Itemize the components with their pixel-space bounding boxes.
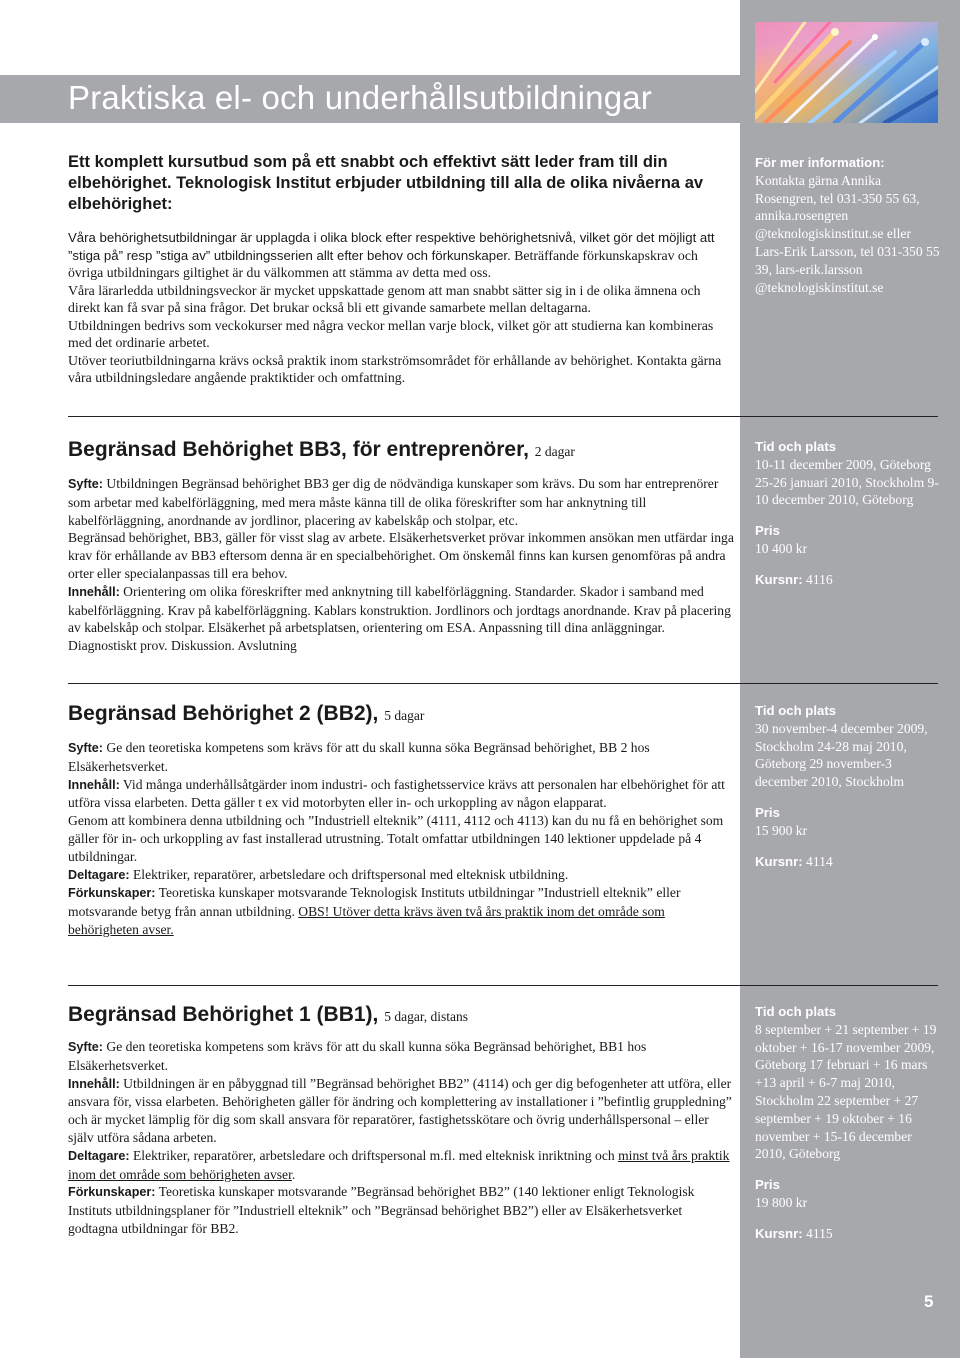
tid-text: 30 november-4 december 2009, Stockholm 24-28 maj 2010, Göteborg 29 november-3 december 2010, Stockholm — [755, 720, 928, 790]
tid-label: Tid och plats — [755, 439, 837, 454]
pris-value: 10 400 kr — [755, 540, 808, 556]
tid-label: Tid och plats — [755, 703, 837, 718]
info-heading: För mer information: — [755, 155, 885, 170]
course-duration: 5 dagar, distans — [384, 1009, 469, 1024]
pris-label: Pris — [755, 523, 780, 539]
pris-label: Pris — [755, 804, 780, 820]
forkunskaper-text: Teoretiska kunskaper motsvarande Teknologisk Instituts utbildningar ”Industriell elteknik” eller motsvarande betyg från annan utbildning. — [68, 885, 681, 920]
intro-p2: Våra lärarledda utbildningsveckor är mycket uppskattade genom att man snabbt sätter sig in i de olika ämnena och direkt kan få svar på sina frågor. Det brukar också bli ett givande samarbete mellan deltagarna. — [68, 282, 701, 315]
innehall-label: Innehåll: — [68, 1076, 120, 1091]
title-bar — [0, 75, 740, 123]
deltagare-label: Deltagare: — [68, 867, 130, 882]
kursnr-value: 4116 — [806, 571, 833, 587]
deltagare-text: Elektriker, reparatörer, arbetsledare och driftspersonal med elteknisk utbildning. — [129, 866, 569, 882]
syfte-label: Syfte: — [68, 477, 103, 491]
syfte-label: Syfte: — [68, 741, 103, 755]
pris-value: 19 800 kr — [755, 1194, 808, 1210]
section-divider — [68, 985, 938, 986]
syfte-label: Syfte: — [68, 1040, 103, 1054]
intro-p3: Utbildningen bedrivs som veckokurser med några veckor mellan varje block, vilket gör att studierna kan kombineras med det ordinarie arbetet. — [68, 317, 714, 350]
course-bb3-body — [68, 475, 734, 655]
fiber-optic-photo — [755, 22, 938, 123]
intro-p4: Utöver teoriutbildningarna krävs också praktik inom starkströmsområdet för erhållande av behörighet. Kontakta gärna våra utbildningsledare angående praktiktider och omfattning. — [68, 352, 722, 385]
innehall-label: Innehåll: — [68, 584, 120, 599]
course-duration: 5 dagar — [384, 708, 425, 723]
tid-text: 10-11 december 2009, Göteborg 25-26 januari 2010, Stockholm 9-10 december 2010, Göteborg — [755, 456, 939, 508]
tid-label: Tid och plats — [755, 1004, 837, 1019]
obs-note: OBS! Utöver detta krävs även två års praktik inom det område som behörigheten avser. — [68, 904, 665, 937]
course-paragraph: Genom att kombinera denna utbildning och ”Industriell elteknik” (4111, 4112 och 4113) kan du nu få en behörighet som gäller för in- och urkoppling av fast installerad utrustning. Totalt omfattar utbildningen 140 lektioner uppdelade på 4 utbildningar. — [68, 813, 724, 864]
forkunskaper-label: Förkunskaper: — [68, 886, 156, 901]
page-number: 5 — [924, 1292, 934, 1311]
course-bb1-details — [755, 1003, 940, 1243]
forkunskaper-label: Förkunskaper: — [68, 1185, 156, 1200]
forkunskaper-text: Teoretiska kunskaper motsvarande ”Begränsad behörighet BB2” (140 lektioner enligt Teknologisk Instituts utbildningsplaner för ”Industriell elteknik” och ”Begränsad behörighet BB2”) eller av Elsäkerhetsverket godtagna utbildningar för BB2. — [68, 1184, 695, 1236]
course-title-text: Begränsad Behörighet 2 (BB2), — [68, 702, 379, 725]
kursnr-label: Kursnr: — [755, 853, 803, 869]
syfte-text: Ge den teoretiska kompetens som krävs för att du skall kunna söka Begränsad behörighet, BB1 hos Elsäkerhetsverket. — [68, 1039, 647, 1073]
tid-text: 8 september + 21 september + 19 oktober + 16-17 november 2009, Göteborg 17 februari + 16 mars +13 april + 6-7 maj 2010, Stockholm 22 september + 27 september + 19 oktober + 16 november + 15-16 december 2010, Göteborg — [755, 1021, 937, 1162]
intro-p1-serif: Beträffande förkunskapskrav och övriga utbildningars giltighet är du välkommen att stämma av detta med oss. — [68, 247, 698, 280]
info-text: Kontakta gärna Annika Rosengren, tel 031-350 55 63, annika.rosengren @teknologiskinstitut.se eller Lars-Erik Larsson, tel 031-350 55 39, lars-erik.larsson @teknologiskinstitut.se — [755, 172, 940, 295]
page-title: Praktiska el- och underhållsutbildningar — [68, 79, 652, 116]
section-divider — [68, 683, 938, 684]
course-bb2-body — [68, 739, 734, 939]
course-bb2-details — [755, 702, 940, 870]
intro-lead: Ett komplett kursutbud som på ett snabbt och effektivt sätt leder fram till din elbehörighet. Teknologisk Institut erbjuder utbildning till alla de olika nivåerna av elbehörighet: — [68, 153, 704, 213]
course-bb3-details — [755, 438, 940, 589]
intro-p1-sans: Våra behörighetsutbildningar är upplagda i olika block efter respektive behörighetsnivå, vilket gör det möjligt att ”stiga på” resp ”stiga av” utbildningsserien allt efter behov och förkunskaper. — [68, 230, 715, 263]
innehall-label: Innehåll: — [68, 777, 120, 792]
kursnr-label: Kursnr: — [755, 571, 803, 587]
kursnr-value: 4114 — [806, 853, 833, 869]
pris-label: Pris — [755, 1177, 780, 1193]
syfte-text: Ge den teoretiska kompetens som krävs för att du skall kunna söka Begränsad behörighet, BB 2 hos Elsäkerhetsverket. — [68, 740, 650, 774]
syfte-text: Utbildningen Begränsad behörighet BB3 ger dig de nödvändiga kunskaper som krävs. Du som har entreprenörer som arbetar med kabelförläggning, med mera måste känna till de olika föreskrifter som har anknytning till kabelförläggning, anordnande av jordlinor, placering av kabelskåp och stolpar, etc. — [68, 476, 719, 528]
innehall-text: Orientering om olika föreskrifter med anknytning till kabelförläggning. Standarder. Skador i samband med kabelförläggning. Krav på kabelförläggning. Kablars konstruktion. Jordlinors och jordtags anordnande. Krav på placering av kabelskåp och stolpar. Elsäkerhet på arbetsplatsen, orientering om ESA. Anpassning till dina anläggningar. Diagnostiskt prov. Diskussion. Avslutning — [68, 583, 731, 654]
kursnr-value: 4115 — [806, 1225, 833, 1241]
course-title-text: Begränsad Behörighet 1 (BB1), — [68, 1003, 379, 1026]
course-bb2-title — [68, 702, 424, 726]
deltagare-label: Deltagare: — [68, 1148, 130, 1163]
pris-value: 15 900 kr — [755, 822, 808, 838]
course-bb1-body — [68, 1038, 734, 1238]
course-bb3-title — [68, 438, 575, 462]
deltagare-end: . — [291, 1166, 296, 1182]
course-duration: 2 dagar — [534, 444, 575, 459]
course-bb1-title — [68, 1003, 468, 1027]
innehall-text: Vid många underhållsåtgärder inom industri- och fastighetsservice krävs att personalen har elbehörighet för att utföra vissa elarbeten. Detta gäller t ex vid motorbyten eller in- och urkoppling av någon elapparat. — [68, 776, 725, 811]
deltagare-text: Elektriker, reparatörer, arbetsledare och driftspersonal m.fl. med elteknisk inriktning och — [129, 1147, 619, 1163]
innehall-text: Utbildningen är en påbyggnad till ”Begränsad behörighet BB2” (4114) och ger dig befogenheter att utföra, eller ansvara för, vissa elarbeten. Behörigheten gäller för ändring och komplettering av installationer i ”befintlig gruppledning” och är mycket lämplig för dig som skall ansvara för reparatörer, fastighetsskötare och övrig underhållspersonal – eller själv utföra sådana arbeten. — [68, 1075, 732, 1145]
section-divider — [68, 416, 938, 417]
course-title-text: Begränsad Behörighet BB3, för entreprenörer, — [68, 438, 529, 461]
kursnr-label: Kursnr: — [755, 1225, 803, 1241]
praktik-requirement: minst två års praktik inom det område som behörigheten avser — [68, 1147, 730, 1182]
course-paragraph: Begränsad behörighet, BB3, gäller för visst slag av arbete. Elsäkerhetsverket prövar inkommen ansökan men utfärdar inga krav för erhållande av BB3 eftersom denna är en specialbehörighet. Om önskemål finns kan kursen genomföras på andra orter eller specialanpassas till era behov. — [68, 530, 734, 581]
intro-text — [68, 229, 732, 387]
info-box — [755, 154, 940, 296]
